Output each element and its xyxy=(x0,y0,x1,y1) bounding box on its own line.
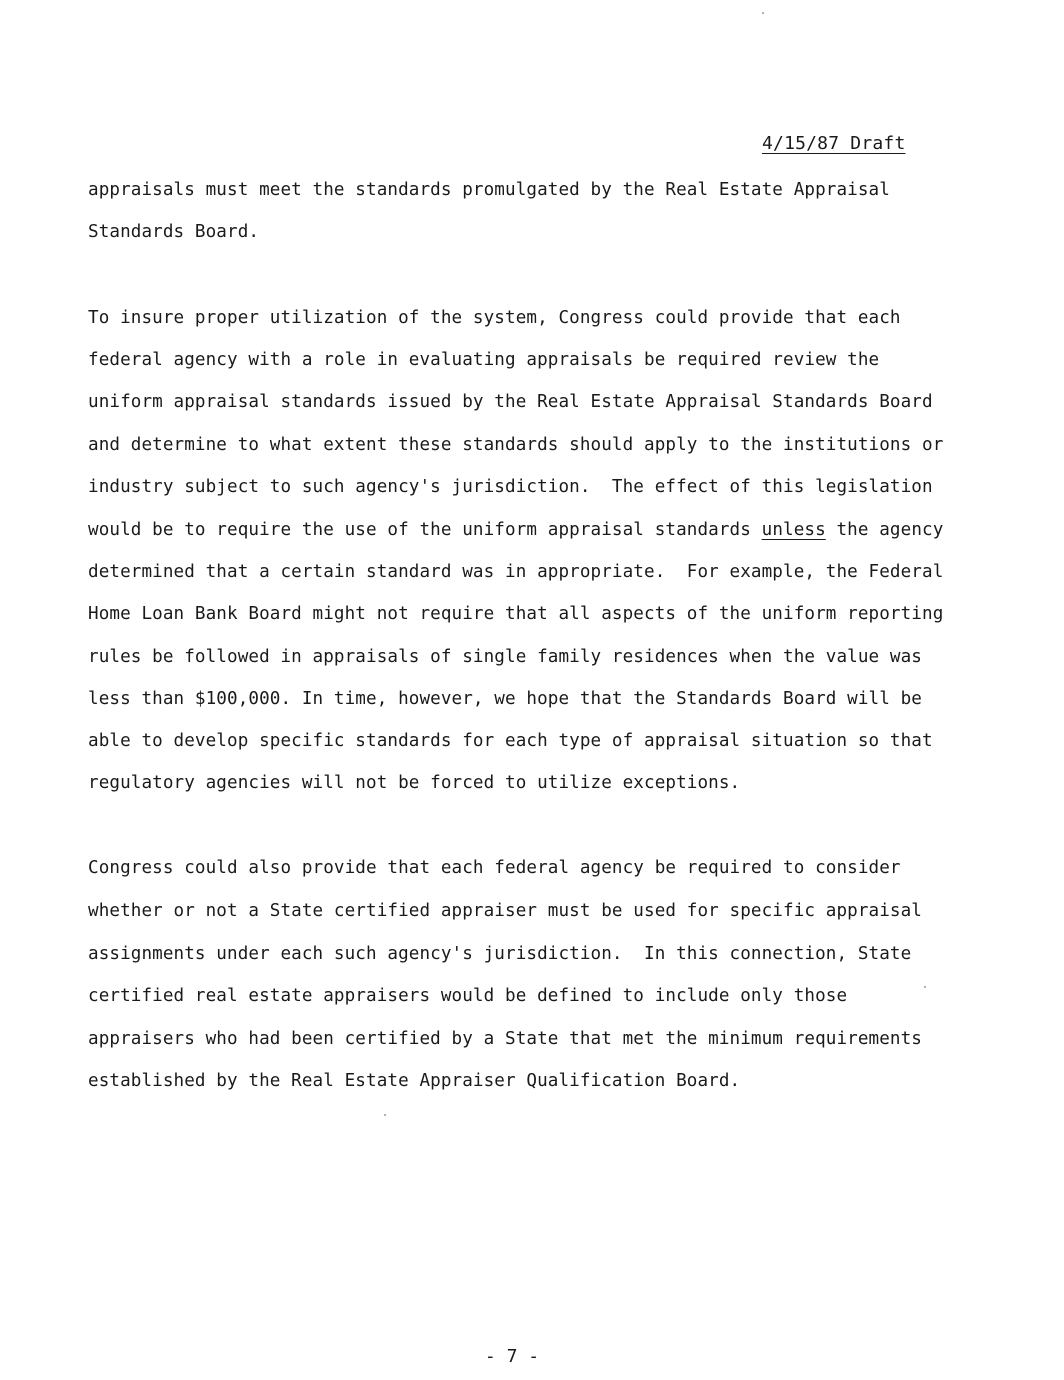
text-line xyxy=(88,520,943,540)
text-line: assignments under each such agency's jurisdiction. In this connection, State xyxy=(88,944,912,964)
text-line: established by the Real Estate Appraiser Qualification Board. xyxy=(88,1071,741,1091)
text-segment: would be to require the use of the uniform appraisal standards xyxy=(88,520,762,540)
text-line: Home Loan Bank Board might not require that all aspects of the uniform reporting xyxy=(88,604,944,624)
text-line: less than $100,000. In time, however, we hope that the Standards Board will be xyxy=(88,689,923,709)
text-line: appraisals must meet the standards promulgated by the Real Estate Appraisal xyxy=(88,180,890,200)
text-line: uniform appraisal standards issued by the Real Estate Appraisal Standards Board xyxy=(88,392,933,412)
text-line: industry subject to such agency's jurisdiction. The effect of this legislation xyxy=(88,477,933,497)
scan-speck xyxy=(384,1114,386,1116)
scan-speck xyxy=(762,12,764,14)
text-line: regulatory agencies will not be forced to utilize exceptions. xyxy=(88,773,741,793)
page-number: - 7 - xyxy=(484,1346,540,1367)
text-line: Standards Board. xyxy=(88,222,260,242)
draft-date-stamp: 4/15/87 Draft xyxy=(762,133,906,154)
text-line: appraisers who had been certified by a State that met the minimum requirements xyxy=(88,1029,923,1049)
text-line: able to develop specific standards for each type of appraisal situation so that xyxy=(88,731,933,751)
text-line: determined that a certain standard was in appropriate. For example, the Federal xyxy=(88,562,944,582)
text-segment: the agency xyxy=(825,520,944,540)
text-line: To insure proper utilization of the system, Congress could provide that each xyxy=(88,308,901,328)
text-line: Congress could also provide that each federal agency be required to consider xyxy=(88,858,901,878)
text-line: certified real estate appraisers would be defined to include only those xyxy=(88,986,848,1006)
text-line: federal agency with a role in evaluating appraisals be required review the xyxy=(88,350,880,370)
text-line: whether or not a State certified appraiser must be used for specific appraisal xyxy=(88,901,923,921)
text-line: and determine to what extent these standards should apply to the institutions or xyxy=(88,435,944,455)
underlined-word: unless xyxy=(761,520,826,540)
text-line: rules be followed in appraisals of single family residences when the value was xyxy=(88,647,923,667)
scan-speck xyxy=(924,986,926,988)
